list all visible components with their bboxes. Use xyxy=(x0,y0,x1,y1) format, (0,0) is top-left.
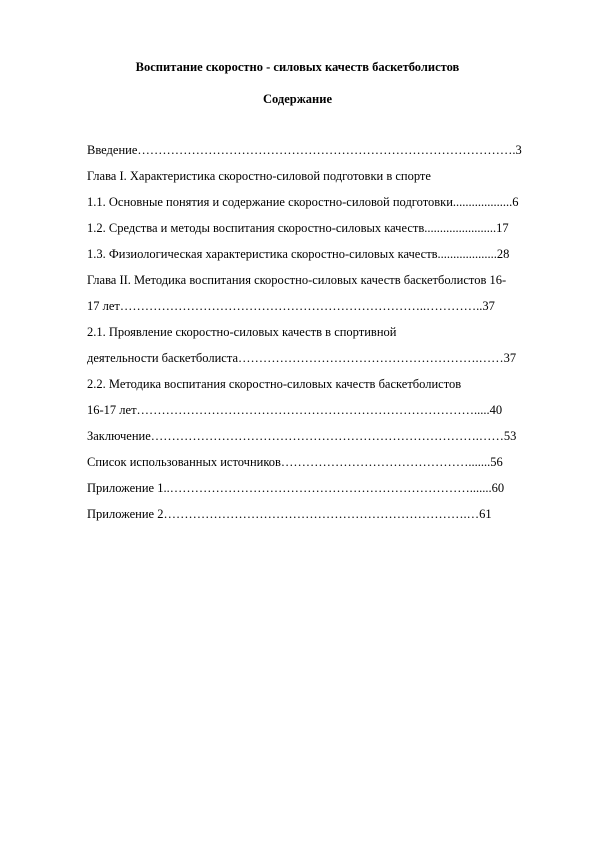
table-of-contents xyxy=(87,137,567,527)
toc-entry-conclusion: Заключение…………………………………………………………………….……53 xyxy=(87,429,517,443)
toc-entry-chapter-1: Глава I. Характеристика скоростно-силовой подготовки в спорте xyxy=(87,169,431,183)
toc-entry-chapter-2: Глава II. Методика воспитания скоростно-силовых качеств баскетболистов 16- xyxy=(87,273,507,287)
toc-entry-appendix-2: Приложение 2……………………………………………………………….…61 xyxy=(87,507,492,521)
contents-heading: Содержание xyxy=(262,92,332,106)
document-title: Воспитание скоростно - силовых качеств баскетболистов xyxy=(135,60,460,74)
toc-entry-1-2: 1.2. Средства и методы воспитания скоростно-силовых качеств.......................17 xyxy=(87,221,509,235)
toc-entry-introduction: Введение……………………………………………………………………………….3 xyxy=(87,143,522,157)
toc-entry-1-1: 1.1. Основные понятия и содержание скоростно-силовой подготовки...................6 xyxy=(87,195,519,209)
toc-entry-2-1: 2.1. Проявление скоростно-силовых качеств в спортивной xyxy=(87,325,397,339)
toc-entry-2-2: 2.2. Методика воспитания скоростно-силовых качеств баскетболистов xyxy=(87,377,462,391)
toc-entry-1-3: 1.3. Физиологическая характеристика скоростно-силовых качеств...................28 xyxy=(87,247,510,261)
toc-entry-2-2-continued: 16-17 лет……………………………………………………………………….....40 xyxy=(87,403,503,417)
toc-entry-2-1-continued: деятельности баскетболиста………………………………………………….……37 xyxy=(87,351,517,365)
toc-entry-appendix-1: Приложение 1..……………………………………………………………….......60 xyxy=(87,481,505,495)
toc-entry-references: Список использованных источников……………………………………….......56 xyxy=(87,455,503,469)
toc-entry-chapter-2-continued: 17 лет………………………………………………………………..…………..37 xyxy=(87,299,495,313)
